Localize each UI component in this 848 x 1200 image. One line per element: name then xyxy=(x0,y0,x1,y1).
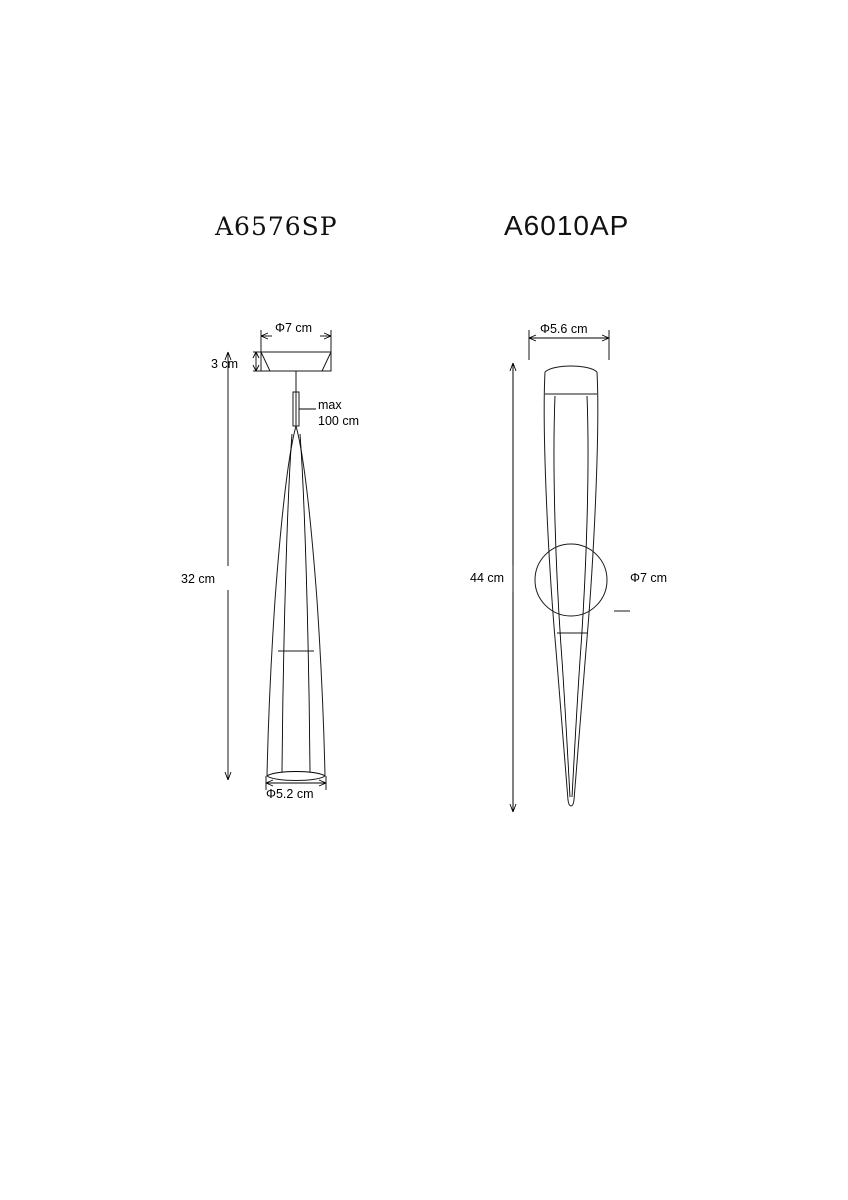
left-canopy-diameter-label: Φ7 cm xyxy=(275,321,313,335)
left-model-title: A6576SP xyxy=(215,212,338,241)
left-suspension-max-word: max xyxy=(318,398,342,412)
right-total-height-label: 44 cm xyxy=(470,571,505,585)
left-bottom-diameter-label: Φ5.2 cm xyxy=(266,787,314,801)
left-suspension-max-value: 100 cm xyxy=(318,414,359,428)
right-backplate-diameter-label: Φ7 cm xyxy=(630,571,668,585)
right-model-title: A6010AP xyxy=(504,210,630,241)
left-canopy-height-label: 3 cm xyxy=(211,357,239,371)
right-top-diameter-label: Φ5.6 cm xyxy=(540,322,588,336)
left-shade-height-label: 32 cm xyxy=(181,572,216,586)
left-pendant-drawing xyxy=(225,330,331,790)
right-wall-lamp-drawing xyxy=(510,330,630,812)
